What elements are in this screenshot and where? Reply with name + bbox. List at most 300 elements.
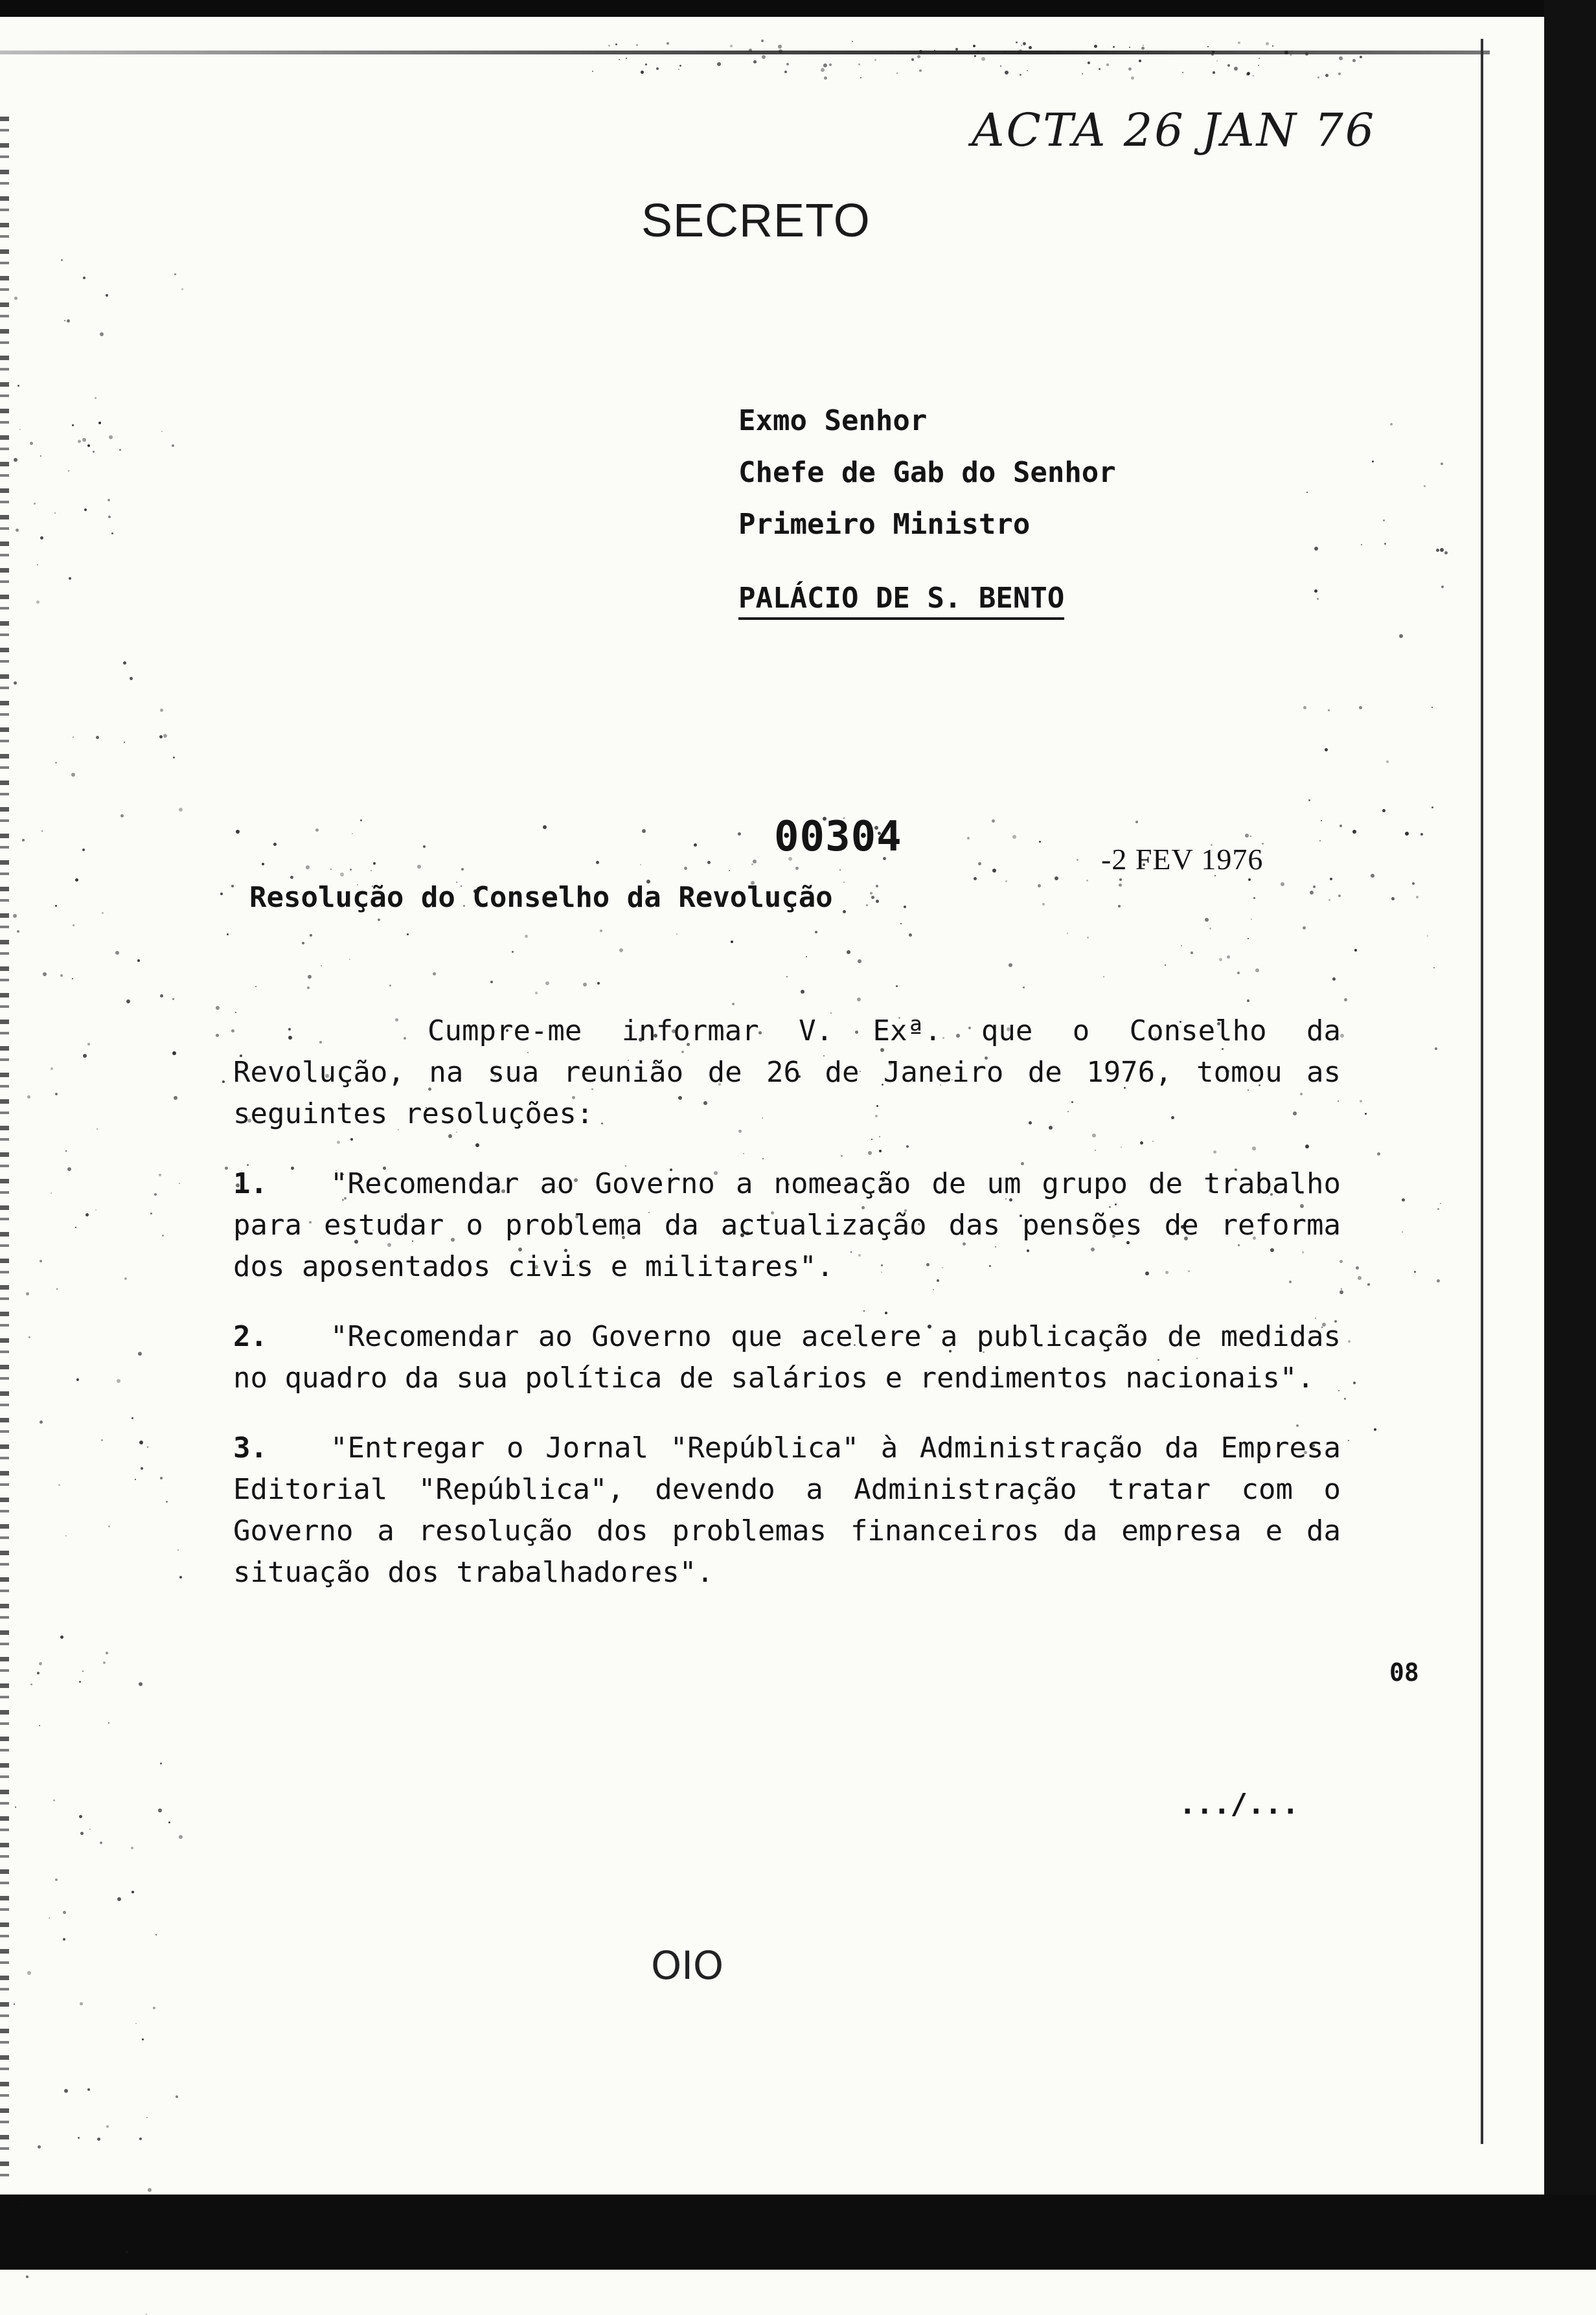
scan-speck [1325, 74, 1328, 77]
resolution-number: 1. [233, 1167, 268, 1200]
scan-speck [87, 2088, 90, 2091]
scan-speck [1352, 59, 1356, 62]
scan-speck [1354, 949, 1357, 952]
scan-speck [1234, 67, 1238, 71]
scan-speck [80, 1832, 84, 1835]
scan-speck [154, 1193, 157, 1196]
scan-speck [974, 877, 977, 880]
scan-speck [1259, 58, 1260, 59]
scan-speck [1000, 65, 1001, 67]
scan-speck [55, 762, 57, 764]
scan-speck [749, 49, 752, 52]
scan-speck [1332, 977, 1336, 981]
scan-speck [778, 45, 782, 49]
scan-speck [1290, 54, 1292, 56]
scan-speck [340, 872, 344, 876]
scan-speck [72, 424, 74, 426]
scan-speck [63, 1938, 65, 1941]
scan-speck [974, 55, 976, 57]
scan-speck [667, 42, 669, 45]
scan-speck [19, 429, 21, 430]
scan-speck [150, 1213, 152, 1215]
scan-speck [1238, 41, 1240, 44]
scan-speck [1416, 896, 1419, 898]
scan-speck [407, 933, 409, 935]
scan-top-edge [0, 0, 1596, 17]
scan-speck [1340, 1034, 1344, 1038]
scan-speck [1303, 926, 1306, 929]
scan-speck [656, 67, 659, 70]
scan-speck [1344, 998, 1347, 1001]
scan-speck [645, 63, 647, 65]
scan-speck [26, 1292, 29, 1295]
addressee-block [738, 395, 1116, 620]
resolution-text: "Recomendar ao Governo a nomeação de um grupo de trabalho para estudar o problema da actualização das pensões de reforma dos aposentados civis e militares". [233, 1167, 1341, 1283]
scan-speck [1054, 876, 1058, 880]
letter-body [233, 1010, 1341, 1593]
scan-speck [155, 1934, 157, 1935]
scan-speck [1314, 547, 1318, 551]
scan-speck [1082, 73, 1083, 74]
scan-speck [1253, 75, 1254, 76]
scan-speck [1317, 76, 1319, 78]
scan-speck [370, 870, 372, 871]
scan-speck [60, 974, 63, 977]
scan-speck [1039, 841, 1041, 843]
scan-speck [847, 950, 850, 954]
scan-speck [64, 320, 65, 321]
scan-speck [753, 60, 757, 63]
scan-speck [876, 885, 878, 887]
scan-speck [181, 288, 183, 290]
scan-speck [53, 1799, 55, 1801]
scan-speck [231, 885, 234, 887]
scan-speck [117, 1897, 121, 1901]
scan-speck [1371, 874, 1374, 878]
scan-speck [99, 422, 101, 424]
scan-speck [535, 992, 538, 994]
scan-speck [876, 900, 879, 903]
scan-speck [75, 878, 78, 882]
scan-speck [131, 1891, 134, 1893]
scan-speck [160, 709, 163, 712]
scan-speck [1251, 918, 1252, 920]
scan-speck [1377, 1152, 1380, 1156]
scan-speck [13, 914, 17, 918]
scan-speck [1087, 937, 1089, 939]
scan-speck [1361, 544, 1362, 545]
scan-speck [1344, 1398, 1346, 1400]
scan-speck [58, 1484, 60, 1486]
scan-speck [1391, 897, 1395, 900]
scan-speck [1077, 859, 1078, 861]
scan-right-line [1481, 39, 1483, 2144]
scan-speck [1314, 589, 1317, 593]
scan-speck [1016, 41, 1018, 43]
scan-speck [815, 931, 817, 933]
scan-speck [216, 1034, 219, 1037]
scan-speck [174, 1096, 177, 1100]
scan-speck [106, 2125, 109, 2128]
scan-speck [34, 503, 36, 505]
scan-speck [1027, 70, 1028, 71]
scan-speck [1248, 878, 1251, 881]
scan-speck [973, 45, 975, 47]
scan-speck [967, 837, 970, 839]
scan-speck [1305, 52, 1308, 56]
scan-speck [159, 735, 163, 738]
scan-speck [93, 451, 95, 453]
scan-speck [786, 63, 789, 65]
scan-speck [71, 773, 75, 777]
scan-speck [1181, 945, 1182, 946]
scan-speck [992, 819, 995, 823]
scan-speck [40, 1260, 42, 1262]
scan-speck [78, 440, 81, 443]
scan-speck [1382, 809, 1385, 812]
scan-speck [1386, 760, 1389, 763]
scan-speck [753, 860, 757, 863]
resolution-number: 2. [233, 1320, 268, 1353]
scan-speck [1431, 707, 1433, 708]
scan-speck [1402, 1198, 1405, 1202]
scan-speck [1250, 836, 1251, 837]
scan-speck [146, 2117, 148, 2118]
scan-speck [27, 1095, 30, 1099]
scan-speck [1103, 976, 1104, 977]
scan-speck [821, 68, 825, 72]
scan-speck [273, 843, 277, 846]
scan-speck [1094, 45, 1097, 48]
scan-speck [73, 736, 74, 738]
scan-speck [1147, 52, 1149, 54]
scan-speck [40, 536, 43, 540]
scan-speck [823, 63, 827, 67]
scan-speck [179, 1576, 182, 1579]
scan-speck [349, 959, 350, 960]
scan-left-edge [0, 117, 9, 2176]
scan-speck [512, 951, 514, 953]
scan-bottom-edge [0, 2195, 1596, 2270]
scan-speck [1433, 967, 1435, 968]
scan-speck [596, 861, 599, 864]
scan-speck [373, 862, 376, 865]
scan-speck [307, 986, 310, 989]
scan-speck [1306, 492, 1308, 493]
scan-speck [14, 681, 17, 685]
scan-speck [61, 259, 63, 261]
scan-speck [109, 435, 113, 439]
scan-speck [1247, 999, 1249, 1002]
scan-speck [1340, 825, 1342, 827]
scan-speck [684, 867, 687, 870]
date-stamp: -2 FEV 1976 [1101, 843, 1264, 876]
scan-speck [97, 2138, 100, 2141]
scan-speck [138, 1352, 142, 1356]
scan-speck [1427, 935, 1428, 937]
scan-speck [75, 1227, 76, 1228]
scan-speck [100, 332, 104, 336]
scan-speck [124, 1277, 127, 1280]
scan-speck [38, 2145, 41, 2149]
scan-speck [1402, 1231, 1403, 1233]
scan-speck [1255, 968, 1259, 972]
scan-speck [871, 896, 874, 899]
scan-speck [1339, 56, 1343, 60]
scan-speck [79, 1815, 82, 1818]
scan-speck [87, 444, 90, 447]
scan-speck [65, 1150, 67, 1152]
scan-speck [83, 1054, 87, 1058]
scan-speck [1313, 885, 1316, 888]
scan-speck [626, 58, 627, 59]
scan-speck [1310, 891, 1314, 895]
scan-speck [83, 277, 86, 279]
resolution-text: "Recomendar ao Governo que acelere a publicação de medidas no quadro da sua política de salários e rendimentos nacionais". [233, 1320, 1341, 1395]
scan-speck [1191, 952, 1193, 954]
scan-speck [39, 1725, 40, 1726]
scan-speck [1042, 903, 1045, 906]
scan-speck [111, 532, 113, 534]
scan-speck [108, 499, 110, 501]
scan-speck [174, 273, 176, 275]
scan-speck [1399, 634, 1403, 638]
scan-speck [179, 1183, 180, 1184]
scan-speck [636, 44, 638, 46]
scan-speck [615, 43, 617, 45]
scan-speck [694, 843, 697, 847]
handwritten-annotation: ACTA 26 JAN 76 [972, 104, 1376, 157]
scan-speck [43, 972, 47, 976]
scan-speck [106, 294, 108, 297]
scan-speck [124, 742, 125, 743]
scan-speck [1018, 53, 1020, 54]
scan-speck [858, 959, 861, 963]
scan-speck [597, 982, 600, 985]
scan-speck [153, 2007, 155, 2009]
subject-line: Resolução do Conselho da Revolução [249, 881, 833, 914]
scan-speck [1088, 62, 1090, 64]
scan-speck [41, 830, 43, 832]
scan-speck [1420, 833, 1423, 836]
scan-speck [84, 508, 87, 511]
scan-speck [829, 63, 832, 66]
scan-speck [806, 956, 807, 957]
scan-speck [600, 929, 602, 932]
scan-speck [1211, 53, 1214, 56]
scan-speck [173, 757, 175, 758]
scan-speck [302, 942, 304, 944]
scan-speck [1338, 895, 1341, 897]
scan-speck [360, 819, 362, 821]
scan-speck [14, 2003, 15, 2005]
scan-speck [56, 1288, 58, 1290]
classification-heading: SECRETO [641, 195, 871, 247]
scan-speck [54, 512, 56, 514]
scan-speck [608, 45, 610, 47]
scan-speck [1441, 462, 1443, 465]
scan-speck [28, 1336, 30, 1338]
scan-speck [115, 951, 119, 955]
scan-speck [36, 600, 40, 604]
scan-speck [1440, 548, 1444, 552]
scan-speck [1129, 47, 1130, 48]
scan-speck [1119, 878, 1122, 881]
scan-speck [490, 981, 493, 983]
scan-speck [255, 986, 256, 987]
scan-speck [1216, 60, 1218, 62]
scan-speck [172, 998, 174, 1000]
scan-speck [1356, 1266, 1359, 1270]
scan-speck [1435, 1047, 1437, 1050]
scan-speck [1444, 551, 1448, 554]
scan-speck [909, 933, 912, 937]
scan-speck [60, 1636, 63, 1639]
scan-speck [1367, 1283, 1370, 1286]
scan-speck [108, 516, 111, 518]
scan-speck [1441, 586, 1444, 588]
scan-speck [40, 1420, 43, 1424]
scan-speck [543, 825, 547, 829]
scan-top-rule [0, 51, 1490, 54]
scan-speck [762, 55, 766, 59]
scan-speck [904, 906, 906, 908]
scan-speck [30, 1683, 32, 1685]
scan-speck [1414, 1271, 1416, 1273]
scan-speck [1358, 1276, 1362, 1280]
scan-speck [1009, 963, 1012, 967]
scan-speck [37, 1672, 40, 1674]
scan-speck [1207, 46, 1209, 47]
intro-paragraph: Cumpre-me informar V. Exª. que o Conselho da Revolução, na sua reunião de 26 de Janeiro de 1976, tomou as seguintes resoluções: [233, 1014, 1341, 1130]
scan-speck [126, 999, 130, 1003]
scan-speck [306, 865, 310, 869]
scan-speck [1245, 834, 1249, 838]
scan-speck [27, 1971, 31, 1975]
scan-speck [330, 869, 332, 870]
scan-speck [1328, 899, 1330, 901]
scan-speck [1431, 806, 1433, 808]
scan-speck [142, 2038, 144, 2040]
scan-speck [51, 1067, 53, 1070]
scan-speck [423, 845, 426, 848]
scan-speck [103, 1661, 106, 1664]
scan-speck [141, 1467, 143, 1470]
scan-speck [160, 994, 163, 998]
scan-speck [177, 1549, 179, 1551]
scan-speck [97, 1128, 98, 1130]
scan-speck [919, 50, 922, 53]
scan-speck [378, 918, 380, 921]
scan-speck [147, 1446, 148, 1448]
scan-speck [779, 49, 782, 53]
scan-speck [101, 1439, 103, 1441]
scan-speck [1237, 972, 1240, 974]
scan-speck [525, 935, 528, 938]
scan-speck [860, 77, 861, 78]
scan-speck [1135, 821, 1138, 823]
scan-speck [14, 297, 17, 300]
scan-right-edge [1544, 0, 1596, 2270]
addressee-line: Primeiro Ministro [738, 508, 1031, 541]
scan-speck [1353, 1382, 1356, 1384]
scan-speck [1128, 67, 1132, 71]
resolution-item [233, 1316, 1341, 1399]
scan-speck [1227, 955, 1230, 959]
resolution-number: 3. [233, 1431, 268, 1465]
scan-speck [784, 71, 787, 73]
scan-speck [992, 869, 996, 872]
resolution-item [233, 1163, 1341, 1288]
scan-speck [1038, 884, 1041, 887]
scan-speck [168, 1821, 170, 1823]
addressee-place: PALÁCIO DE S. BENTO [738, 582, 1064, 620]
scan-speck [1436, 549, 1439, 552]
scan-speck [1118, 905, 1121, 907]
resolution-text: "Entregar o Jornal "República" à Administração da Empresa Editorial "República", devendo a Administração tratar com o Governo a resolução dos problemas financeiros da empresa e da situação dos trabalhadores". [233, 1431, 1341, 1589]
scan-speck [67, 319, 70, 323]
scan-speck [900, 923, 902, 924]
scan-speck [461, 868, 464, 871]
scan-speck [1352, 830, 1356, 834]
scan-speck [919, 69, 922, 72]
scan-speck [1213, 71, 1215, 74]
scan-speck [857, 998, 861, 1001]
page-mark: OIO [651, 1943, 724, 1989]
scan-speck [917, 55, 920, 58]
scan-speck [131, 1847, 133, 1849]
scan-speck [158, 1808, 162, 1812]
scan-speck [678, 69, 679, 70]
scan-speck [89, 1829, 91, 1830]
scan-speck [179, 808, 183, 812]
scan-speck [866, 904, 868, 906]
scan-speck [1308, 799, 1310, 801]
scan-speck [39, 1662, 42, 1665]
scan-speck [120, 814, 124, 817]
scan-speck [1212, 51, 1214, 53]
scan-speck [22, 839, 25, 841]
scan-speck [55, 905, 57, 907]
scan-speck [1023, 986, 1025, 988]
scan-speck [858, 63, 860, 65]
scan-speck [139, 1682, 142, 1686]
scan-speck [172, 444, 174, 447]
scan-speck [108, 1525, 110, 1527]
scan-speck [49, 1917, 50, 1919]
continuation-mark: .../... [1179, 1788, 1299, 1821]
scan-speck [761, 40, 764, 42]
scan-speck [220, 893, 223, 895]
scan-speck [95, 1209, 97, 1211]
scan-speck [801, 990, 804, 994]
scan-speck [321, 965, 322, 966]
scan-speck [981, 57, 985, 61]
scan-speck [1390, 423, 1393, 426]
scan-speck [1086, 880, 1088, 882]
scan-speck [1412, 882, 1415, 885]
scan-speck [1424, 485, 1426, 487]
scan-speck [642, 829, 646, 833]
scan-speck [106, 1652, 108, 1654]
scan-speck [1303, 706, 1306, 709]
scan-speck [545, 981, 549, 985]
scan-speck [640, 864, 641, 865]
scan-speck [751, 863, 753, 865]
scan-speck [139, 2138, 142, 2140]
scan-speck [82, 1671, 84, 1672]
scan-speck [130, 677, 133, 680]
